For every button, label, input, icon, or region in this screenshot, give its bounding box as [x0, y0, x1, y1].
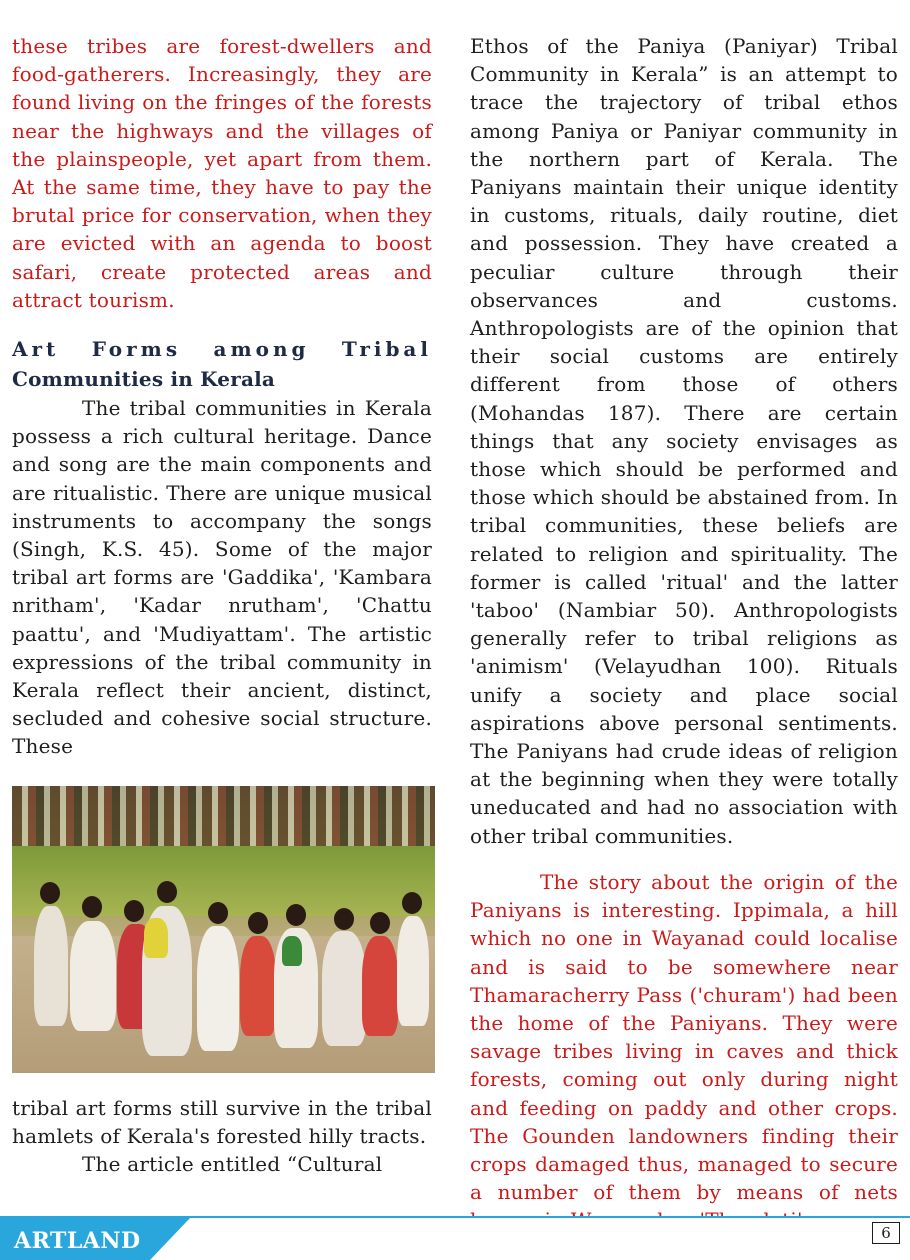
paniya-ethos-paragraph: Ethos of the Paniya (Paniyar) Tribal Community in Kerala” is an attempt to trace the trajectory of tribal ethos among Paniya or Paniyar community in the northern part of Kerala. The Paniyans maintain their unique identity in customs, rituals, daily routine, diet and possession. They have created a peculiar culture through their observances and customs. Anthropologists are of the opinion that their social customs are entirely different from those of others (Mohandas 187). There are certain things that any society envisages as those which should be performed and those which should be abstained from. In tribal communities, these beliefs are related to religion and spirituality. The former is called 'ritual' and the latter 'taboo' (Nambiar 50). Anthropologists generally refer to tribal religions as 'animism' (Velayudhan 100). Rituals unify a society and place social aspirations above personal sentiments. The Paniyans had crude ideas of religion at the beginning when they were totally uneducated and had no association with other tribal communities.: [470, 34, 898, 848]
left-column: [12, 32, 432, 761]
section-heading: [12, 334, 432, 394]
section-heading-line1: Art Forms among Tribal: [12, 337, 432, 362]
section-heading-line2: Communities in Kerala: [12, 367, 276, 392]
page-number: 6: [872, 1222, 900, 1244]
footer-cutout: [190, 1218, 910, 1260]
right-column: [470, 32, 898, 1235]
origin-story-paragraph: The story about the origin of the Paniyans is interesting. Ippimala, a hill which no one in Wayanad could localise and is said to be somewhere near Thamaracherry Pass ('churam') had been the home of the Paniyans. They were savage tribes living in caves and thick forests, coming out only during night and feeding on paddy and other crops. The Gounden landowners finding their crops damaged thus, managed to secure a number of them by means of nets: [470, 869, 898, 1205]
art-forms-paragraph: The tribal communities in Kerala possess a rich cultural heritage. Dance and song are the main components and are ritualistic. There are unique musical instruments to accompany the songs (Singh, K.S. 45). Some of the major tribal art forms are 'Gaddika', 'Kambara nritham', 'Kadar nrutham', 'Chattu paattu', and 'Mudiyattam'. The artistic expressions of the tribal community in Kerala reflect their ancient, distinct, secluded and cohesive social structure. These: [12, 396, 432, 759]
magazine-name: ARTLAND: [14, 1228, 141, 1254]
footer-slant: [150, 1218, 190, 1260]
article-intro-paragraph: The article entitled “Cultural: [82, 1152, 383, 1177]
intro-paragraph: these tribes are forest-dwellers and food-gatherers. Increasingly, they are found living on the fringes of the forests near the highways and the villages of the plainspeople, yet apart from them. At the same time, they have to pay the brutal price for conservation, when they are evicted with an agenda to boost safari, create protected areas and attract tourism.: [12, 34, 432, 312]
art-forms-continued-paragraph: tribal art forms still survive in the tribal hamlets of Kerala's forested hilly tracts.: [12, 1096, 432, 1149]
left-column-continued: [12, 1094, 432, 1179]
tribal-dance-photo: [12, 786, 435, 1073]
